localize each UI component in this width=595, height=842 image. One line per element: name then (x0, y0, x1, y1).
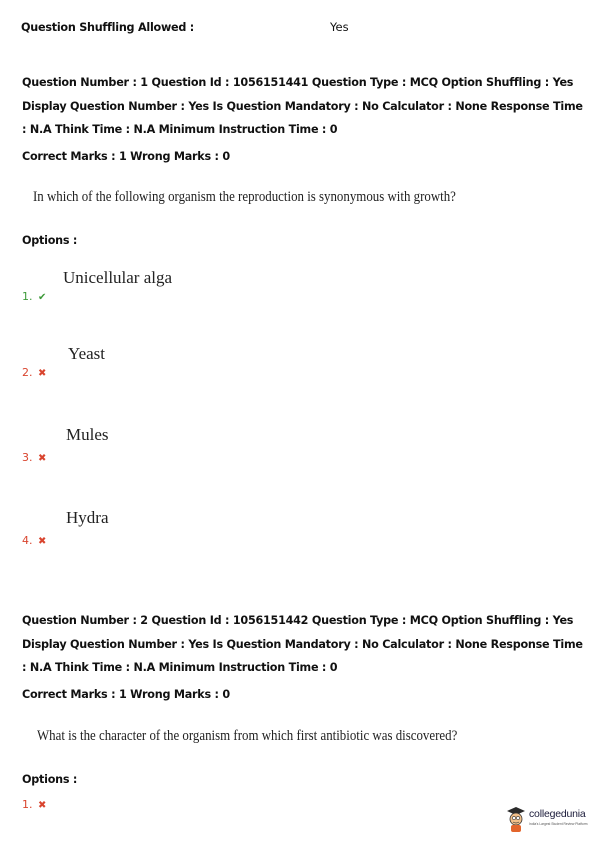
question-meta-line: : N.A Think Time : N.A Minimum Instruction Time : 0 (22, 123, 338, 136)
question-meta-line: Display Question Number : Yes Is Question Mandatory : No Calculator : None Response Time (22, 100, 583, 113)
cross-icon: ✖ (38, 368, 47, 379)
option-number: 3. (22, 451, 33, 464)
logo-tagline: India's Largest Student Review Platform (529, 822, 588, 826)
question-marks: Correct Marks : 1 Wrong Marks : 0 (22, 688, 230, 701)
question-meta-line: Display Question Number : Yes Is Question Mandatory : No Calculator : None Response Time (22, 638, 583, 651)
option-number: 2. (22, 366, 33, 379)
question-marks: Correct Marks : 1 Wrong Marks : 0 (22, 150, 230, 163)
option-number: 4. (22, 534, 33, 547)
option-text: Unicellular alga (63, 268, 173, 287)
cross-icon: ✖ (38, 800, 47, 811)
logo-name: collegedunia (529, 808, 586, 820)
options-label: Options : (22, 773, 78, 786)
cross-icon: ✖ (38, 453, 47, 464)
question-meta-line: Question Number : 2 Question Id : 1056151442 Question Type : MCQ Option Shuffling : Yes (22, 614, 574, 627)
option-text: Mules (66, 425, 109, 444)
option-number: 1. (22, 798, 33, 811)
question-meta-line: Question Number : 1 Question Id : 1056151441 Question Type : MCQ Option Shuffling : Yes (22, 76, 574, 89)
options-label: Options : (22, 234, 78, 247)
mascot-icon (505, 805, 527, 833)
cross-icon: ✖ (38, 536, 47, 547)
collegedunia-logo (505, 805, 591, 833)
check-icon: ✔ (38, 292, 47, 303)
option-text: Hydra (66, 508, 109, 527)
question-meta-line: : N.A Think Time : N.A Minimum Instruction Time : 0 (22, 661, 338, 674)
option-number: 1. (22, 290, 33, 303)
shuffling-label: Question Shuffling Allowed : (21, 21, 195, 34)
option-text: Yeast (68, 344, 106, 363)
shuffling-value: Yes (330, 20, 349, 34)
question-text: In which of the following organism the reproduction is synonymous with growth? (33, 189, 456, 205)
question-text: What is the character of the organism from which first antibiotic was discovered? (37, 728, 458, 744)
